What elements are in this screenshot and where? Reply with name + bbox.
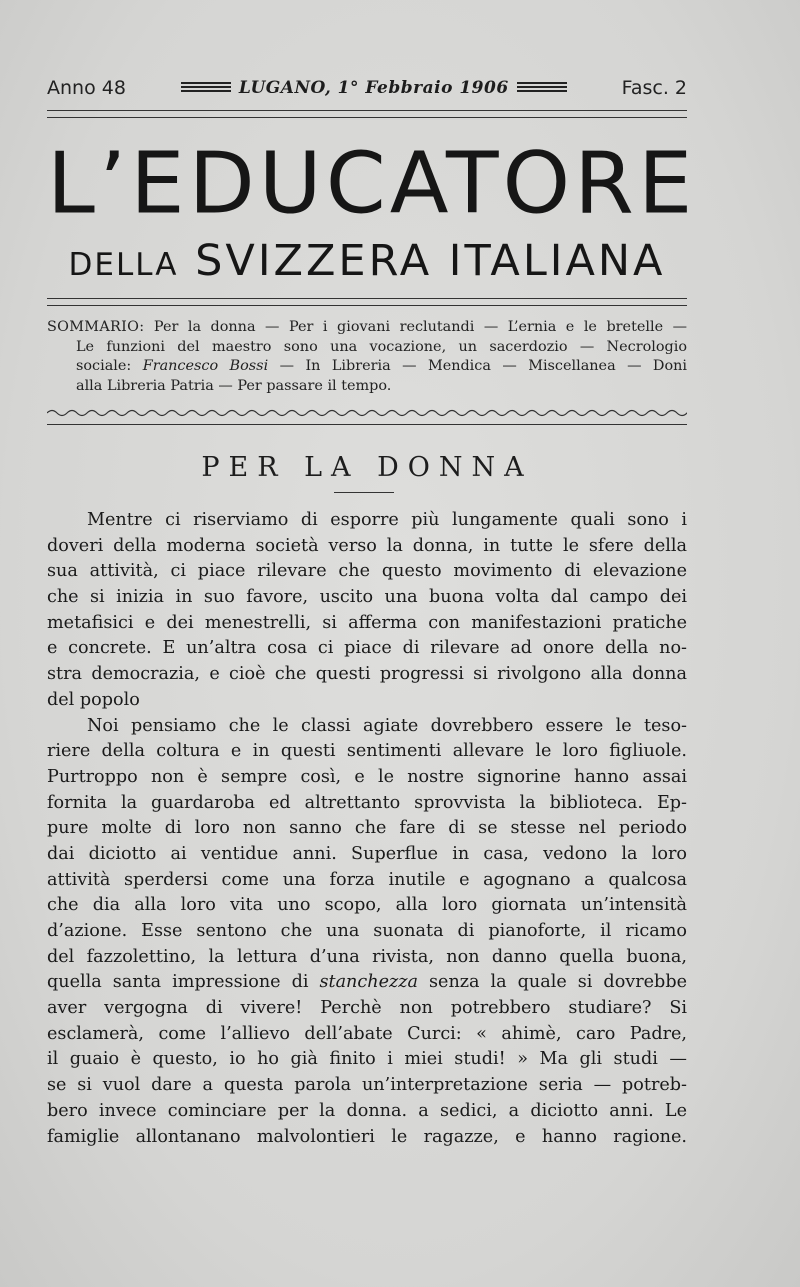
- issue-year: Anno 48: [47, 77, 126, 99]
- article-title: PER LA DONNA: [201, 452, 533, 483]
- text-line: esclamerà, come l’allievo dell’abate Curci: « ahimè, caro Padre,: [47, 1023, 687, 1044]
- text-line: doveri della moderna società verso la donna, in tutte le sfere della: [47, 535, 687, 556]
- article-body: [47, 508, 687, 1150]
- summary-line: sociale:: [76, 358, 132, 374]
- text-line: fornita la guardaroba ed altrettanto sprovvista la biblioteca. Ep-: [47, 792, 687, 813]
- summary-line: alla Libreria Patria — Per passare il tempo.: [76, 377, 392, 394]
- text-line: che dia alla loro vita uno scopo, alla loro giornata un’intensità: [47, 895, 687, 916]
- masthead-double-rule: [47, 298, 687, 306]
- text-line: il guaio è questo, io ho già finito i miei studi! » Ma gli studi —: [47, 1049, 687, 1070]
- text-line: quella santa impressione di: [47, 972, 309, 993]
- summary-line: — In Libreria — Mendica — Miscellanea — Doni: [279, 358, 687, 374]
- place-date: LUGANO, 1° Febbraio 1906: [238, 78, 509, 98]
- table-of-contents: [47, 318, 687, 396]
- text-line: se si vuol dare a questa parola un’interpretazione seria — potreb-: [47, 1075, 687, 1096]
- text-line: Purtroppo non è sempre così, e le nostre signorine hanno assai: [47, 766, 687, 787]
- text-line: attività sperdersi come una forza inutile e agognano a qualcosa: [47, 869, 687, 890]
- decorative-bars: [181, 82, 231, 94]
- text-line: metafisici e dei menestrelli, si afferma con manifestazioni pratiche: [47, 612, 687, 633]
- text-line: che si inizia in suo favore, uscito una buona volta dal campo dei: [47, 587, 687, 608]
- text-line: sua attività, ci piace rilevare che questo movimento di elevazione: [47, 561, 687, 582]
- issue-number: Fasc. 2: [621, 77, 687, 99]
- section-rule: [47, 424, 687, 425]
- decorative-bars: [517, 82, 567, 94]
- text-line: stra democrazia, e cioè che questi progressi si rivolgono alla donna: [47, 664, 687, 685]
- text-line: famiglie allontanano malvolontieri le ragazze, e hanno ragione.: [47, 1126, 687, 1147]
- text-line: bero invece cominciare per la donna. a sedici, a diciotto anni. Le: [47, 1100, 687, 1121]
- masthead-subtitle: [47, 236, 687, 290]
- summary-author: Francesco Bossi: [142, 358, 269, 374]
- masthead-subtitle-large: SVIZZERA ITALIANA: [195, 236, 666, 286]
- summary-label: SOMMARIO:: [47, 319, 145, 335]
- text-line: aver vergogna di vivere! Perchè non potrebbero studiare? Si: [47, 998, 687, 1019]
- wavy-divider: [47, 408, 687, 418]
- text-line: Mentre ci riserviamo di esporre più lungamente quali sono i: [87, 510, 687, 530]
- text-line: senza la quale si dovrebbe: [429, 972, 687, 993]
- emphasized-word: stanchezza: [319, 972, 419, 993]
- title-underline: [334, 492, 394, 493]
- masthead-title: L’EDUCATORE: [47, 135, 697, 233]
- text-line: Noi pensiamo che le classi agiate dovrebbero essere le teso-: [87, 715, 687, 736]
- summary-line: Le funzioni del maestro sono una vocazione, un sacerdozio — Necrologio: [76, 338, 687, 355]
- text-line: dai diciotto ai ventidue anni. Superflue in casa, vedono la loro: [47, 843, 687, 864]
- text-line: del popolo: [47, 689, 140, 710]
- masthead-subtitle-small: DELLA: [68, 247, 179, 283]
- text-line: riere della coltura e in questi sentimenti allevare le loro figliuole.: [47, 741, 687, 762]
- text-line: pure molte di loro non sanno che fare di se stesse nel periodo: [47, 818, 687, 839]
- header-double-rule: [47, 110, 687, 118]
- text-line: e concrete. E un’altra cosa ci piace di rilevare ad onore della no-: [47, 638, 687, 659]
- summary-line: Per la donna — Per i giovani reclutandi — L’ernia e le bretelle —: [153, 319, 687, 335]
- issue-header: [47, 72, 687, 104]
- text-line: d’azione. Esse sentono che una suonata di pianoforte, il ricamo: [47, 921, 687, 941]
- text-line: del fazzolettino, la lettura d’una rivista, non danno quella buona,: [47, 946, 687, 967]
